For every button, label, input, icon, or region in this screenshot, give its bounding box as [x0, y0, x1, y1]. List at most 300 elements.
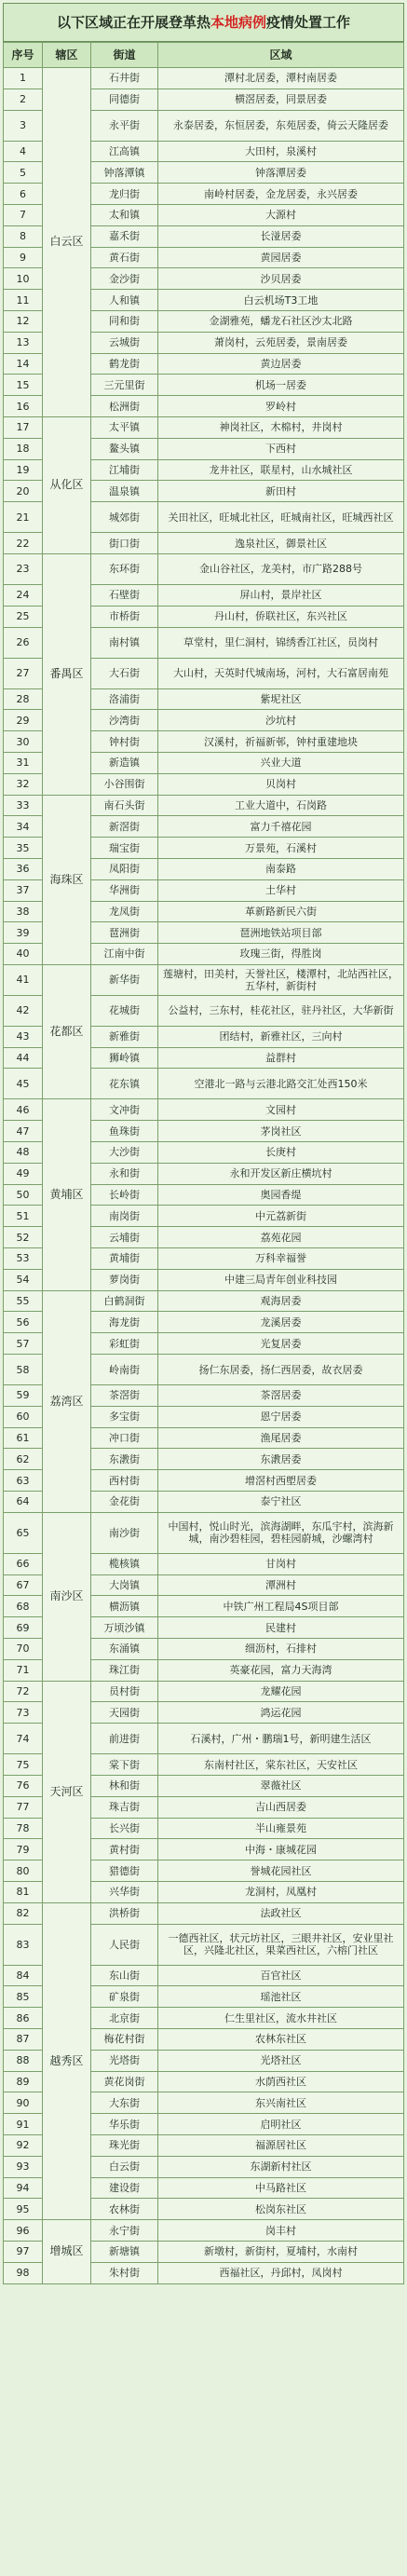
street-cell: 钟落潭镇: [91, 162, 158, 184]
street-cell: 石井街: [91, 68, 158, 89]
street-cell: 珠江街: [91, 1659, 158, 1681]
row-number: 41: [4, 964, 43, 995]
area-cell: 潭洲村: [158, 1574, 404, 1596]
area-cell: 永和开发区新庄横坑村: [158, 1163, 404, 1184]
area-cell: 中元荔新街: [158, 1206, 404, 1227]
street-cell: 华洲街: [91, 879, 158, 901]
row-number: 50: [4, 1184, 43, 1206]
row-number: 55: [4, 1290, 43, 1312]
area-cell: 贝岗村: [158, 773, 404, 795]
street-cell: 萝岗街: [91, 1269, 158, 1290]
area-cell: 潭村北居委，潭村南居委: [158, 68, 404, 89]
row-number: 44: [4, 1047, 43, 1069]
header-area: 区域: [158, 43, 404, 68]
street-cell: 市桥街: [91, 606, 158, 627]
row-number: 21: [4, 502, 43, 533]
area-cell: 茶滘居委: [158, 1385, 404, 1407]
district-cell: 天河区: [43, 1681, 91, 1902]
street-cell: 榄核镇: [91, 1553, 158, 1574]
area-cell: 中建三局青年创业科技园: [158, 1269, 404, 1290]
row-number: 40: [4, 944, 43, 965]
area-cell: 莲塘村，田美村，天誉社区，楼潭村，北站西社区，五华村，新街村: [158, 964, 404, 995]
area-cell: 紫坭社区: [158, 688, 404, 710]
street-cell: 凤阳街: [91, 858, 158, 879]
row-number: 61: [4, 1427, 43, 1449]
title-highlight: 本地病例: [210, 14, 266, 31]
area-cell: 石溪村，广州・鹏瑞1号，新明建生活区: [158, 1724, 404, 1754]
street-cell: 江高镇: [91, 141, 158, 162]
area-cell: 长湴居委: [158, 225, 404, 247]
row-number: 25: [4, 606, 43, 627]
street-cell: 鳌头镇: [91, 438, 158, 459]
street-cell: 新造镇: [91, 752, 158, 773]
row-number: 34: [4, 816, 43, 838]
row-number: 90: [4, 2092, 43, 2114]
street-cell: 永和街: [91, 1163, 158, 1184]
area-cell: 荔苑花园: [158, 1227, 404, 1248]
area-cell: 泰宁社区: [158, 1492, 404, 1513]
street-cell: 南沙街: [91, 1512, 158, 1553]
area-cell: 龙井社区，联星村，山水城社区: [158, 459, 404, 481]
street-cell: 东山街: [91, 1965, 158, 1986]
area-cell: 半山雍景苑: [158, 1818, 404, 1839]
street-cell: 沙湾街: [91, 710, 158, 731]
street-cell: 建设街: [91, 2177, 158, 2199]
header-number: 序号: [4, 43, 43, 68]
street-cell: 城郊街: [91, 502, 158, 533]
row-number: 47: [4, 1121, 43, 1142]
row-number: 18: [4, 438, 43, 459]
area-cell: 革新路新民六街: [158, 901, 404, 922]
district-cell: 黄埔区: [43, 1099, 91, 1290]
street-cell: 文冲街: [91, 1099, 158, 1121]
row-number: 88: [4, 2050, 43, 2071]
area-cell: 甘岗村: [158, 1553, 404, 1574]
street-cell: 人和镇: [91, 290, 158, 311]
street-cell: 光塔街: [91, 2050, 158, 2071]
area-cell: 中海・康城花园: [158, 1839, 404, 1860]
row-number: 85: [4, 1986, 43, 2008]
street-cell: 狮岭镇: [91, 1047, 158, 1069]
area-cell: 琶洲地铁站项目部: [158, 922, 404, 944]
header-street: 街道: [91, 43, 158, 68]
street-cell: 员村街: [91, 1681, 158, 1702]
row-number: 82: [4, 1902, 43, 1924]
street-cell: 龙归街: [91, 184, 158, 205]
area-cell: 关田社区，旺城北社区，旺城南社区，旺城西社区: [158, 502, 404, 533]
row-number: 92: [4, 2134, 43, 2156]
street-cell: 金花街: [91, 1492, 158, 1513]
street-cell: 花东镇: [91, 1069, 158, 1099]
street-cell: 黄石街: [91, 247, 158, 268]
area-table: [3, 42, 404, 2284]
area-cell: 新田村: [158, 481, 404, 502]
row-number: 8: [4, 225, 43, 247]
district-cell: 越秀区: [43, 1902, 91, 2219]
street-cell: 梅花村街: [91, 2028, 158, 2050]
header-row: [4, 43, 404, 68]
district-cell: 南沙区: [43, 1512, 91, 1681]
area-cell: 南岭村居委，金龙居委，永兴居委: [158, 184, 404, 205]
table-row: [4, 1290, 404, 1312]
row-number: 11: [4, 290, 43, 311]
street-cell: 同和街: [91, 310, 158, 332]
district-cell: 花都区: [43, 964, 91, 1099]
street-cell: 天园街: [91, 1702, 158, 1724]
street-cell: 兴华街: [91, 1881, 158, 1902]
district-cell: 增城区: [43, 2220, 91, 2283]
district-cell: 番禺区: [43, 553, 91, 795]
district-cell: 白云区: [43, 68, 91, 417]
row-number: 19: [4, 459, 43, 481]
row-number: 98: [4, 2262, 43, 2283]
area-cell: 细沥村，石排村: [158, 1639, 404, 1660]
row-number: 33: [4, 795, 43, 816]
street-cell: 朱村街: [91, 2262, 158, 2283]
street-cell: 永平街: [91, 110, 158, 141]
street-cell: 云城街: [91, 332, 158, 353]
area-cell: 民建村: [158, 1617, 404, 1639]
row-number: 96: [4, 2220, 43, 2242]
area-cell: 岗丰村: [158, 2220, 404, 2242]
street-cell: 猎德街: [91, 1860, 158, 1882]
row-number: 32: [4, 773, 43, 795]
row-number: 76: [4, 1776, 43, 1797]
street-cell: 珠光街: [91, 2134, 158, 2156]
row-number: 38: [4, 901, 43, 922]
street-cell: 横沥镇: [91, 1596, 158, 1617]
district-cell: 海珠区: [43, 795, 91, 964]
street-cell: 农林街: [91, 2199, 158, 2220]
area-cell: 丹山村，侨联社区，东兴社区: [158, 606, 404, 627]
street-cell: 瑞宝街: [91, 838, 158, 859]
street-cell: 龙凤街: [91, 901, 158, 922]
area-cell: 新墩村，新街村，夏埔村，水南村: [158, 2241, 404, 2262]
area-cell: 仁生里社区，流水井社区: [158, 2008, 404, 2029]
street-cell: 黄花岗街: [91, 2071, 158, 2092]
area-cell: 光塔社区: [158, 2050, 404, 2071]
street-cell: 黄埔街: [91, 1248, 158, 1270]
row-number: 4: [4, 141, 43, 162]
street-cell: 鹤龙街: [91, 353, 158, 375]
area-cell: 万景苑，石溪村: [158, 838, 404, 859]
area-cell: 长庚村: [158, 1142, 404, 1164]
area-cell: 机场一居委: [158, 375, 404, 396]
row-number: 1: [4, 68, 43, 89]
table-row: [4, 1099, 404, 1121]
title-suffix: 疫情处置工作: [266, 14, 351, 31]
area-cell: 萧岗村，云苑居委，景南居委: [158, 332, 404, 353]
area-cell: 草堂村，里仁洞村，锦绣香江社区，员岗村: [158, 627, 404, 658]
street-cell: 冲口街: [91, 1427, 158, 1449]
row-number: 57: [4, 1333, 43, 1355]
street-cell: 多宝街: [91, 1406, 158, 1427]
row-number: 14: [4, 353, 43, 375]
area-cell: 中铁广州工程局4S项目部: [158, 1596, 404, 1617]
street-cell: 太平镇: [91, 416, 158, 438]
area-cell: 中马路社区: [158, 2177, 404, 2199]
street-cell: 前进街: [91, 1724, 158, 1754]
street-cell: 嘉禾街: [91, 225, 158, 247]
row-number: 69: [4, 1617, 43, 1639]
row-number: 36: [4, 858, 43, 879]
row-number: 16: [4, 396, 43, 417]
row-number: 77: [4, 1796, 43, 1818]
area-cell: 公益村，三东村，桂花社区，驻丹社区，大华新街: [158, 995, 404, 1026]
area-cell: 团结村，新雅社区，三向村: [158, 1026, 404, 1047]
area-cell: 沙坑村: [158, 710, 404, 731]
area-cell: 玫瑰三街，得胜岗: [158, 944, 404, 965]
row-number: 79: [4, 1839, 43, 1860]
row-number: 60: [4, 1406, 43, 1427]
row-number: 73: [4, 1702, 43, 1724]
area-cell: 东漖居委: [158, 1449, 404, 1470]
row-number: 94: [4, 2177, 43, 2199]
row-number: 3: [4, 110, 43, 141]
area-cell: 水荫西社区: [158, 2071, 404, 2092]
street-cell: 海龙街: [91, 1312, 158, 1333]
area-cell: 白云机场T3工地: [158, 290, 404, 311]
row-number: 43: [4, 1026, 43, 1047]
row-number: 45: [4, 1069, 43, 1099]
street-cell: 茶滘街: [91, 1385, 158, 1407]
street-cell: 南岗街: [91, 1206, 158, 1227]
area-cell: 工业大道中，石岗路: [158, 795, 404, 816]
street-cell: 长岭街: [91, 1184, 158, 1206]
row-number: 20: [4, 481, 43, 502]
area-cell: 南泰路: [158, 858, 404, 879]
area-cell: 松岗东社区: [158, 2199, 404, 2220]
row-number: 17: [4, 416, 43, 438]
row-number: 67: [4, 1574, 43, 1596]
row-number: 29: [4, 710, 43, 731]
row-number: 83: [4, 1924, 43, 1965]
area-cell: 奥园香缇: [158, 1184, 404, 1206]
street-cell: 东涌镇: [91, 1639, 158, 1660]
area-cell: 文园村: [158, 1099, 404, 1121]
area-cell: 百官社区: [158, 1965, 404, 1986]
street-cell: 云埔街: [91, 1227, 158, 1248]
area-cell: 大源村: [158, 204, 404, 225]
street-cell: 东环街: [91, 553, 158, 584]
area-cell: 富力千禧花园: [158, 816, 404, 838]
street-cell: 松洲街: [91, 396, 158, 417]
area-cell: 逸泉社区，御景社区: [158, 533, 404, 554]
area-cell: 翠薇社区: [158, 1776, 404, 1797]
area-cell: 金湖雅苑，蟠龙石社区沙太北路: [158, 310, 404, 332]
street-cell: 南石头街: [91, 795, 158, 816]
row-number: 39: [4, 922, 43, 944]
row-number: 63: [4, 1470, 43, 1492]
row-number: 62: [4, 1449, 43, 1470]
row-number: 72: [4, 1681, 43, 1702]
area-cell: 罗岭村: [158, 396, 404, 417]
street-cell: 大石街: [91, 658, 158, 688]
area-cell: 观海居委: [158, 1290, 404, 1312]
row-number: 2: [4, 89, 43, 110]
street-cell: 南村镇: [91, 627, 158, 658]
table-row: [4, 2220, 404, 2242]
row-number: 74: [4, 1724, 43, 1754]
row-number: 53: [4, 1248, 43, 1270]
row-number: 24: [4, 584, 43, 606]
row-number: 7: [4, 204, 43, 225]
area-cell: 龙耀花园: [158, 1681, 404, 1702]
area-cell: 渔尾居委: [158, 1427, 404, 1449]
street-cell: 新华街: [91, 964, 158, 995]
street-cell: 大岗镇: [91, 1574, 158, 1596]
row-number: 59: [4, 1385, 43, 1407]
street-cell: 三元里街: [91, 375, 158, 396]
area-cell: 空港北一路与云港北路交汇处西150米: [158, 1069, 404, 1099]
row-number: 87: [4, 2028, 43, 2050]
row-number: 58: [4, 1355, 43, 1385]
area-cell: 益群村: [158, 1047, 404, 1069]
area-cell: 土华村: [158, 879, 404, 901]
table-row: [4, 795, 404, 816]
street-cell: 西村街: [91, 1470, 158, 1492]
street-cell: 长兴街: [91, 1818, 158, 1839]
street-cell: 北京街: [91, 2008, 158, 2029]
page-title: [3, 3, 404, 42]
row-number: 37: [4, 879, 43, 901]
row-number: 46: [4, 1099, 43, 1121]
area-cell: 龙溪居委: [158, 1312, 404, 1333]
row-number: 81: [4, 1881, 43, 1902]
row-number: 27: [4, 658, 43, 688]
header-district: 辖区: [43, 43, 91, 68]
street-cell: 棠下街: [91, 1754, 158, 1776]
row-number: 51: [4, 1206, 43, 1227]
street-cell: 白云街: [91, 2156, 158, 2177]
row-number: 12: [4, 310, 43, 332]
area-cell: 鸿运花园: [158, 1702, 404, 1724]
table-row: [4, 68, 404, 89]
row-number: 22: [4, 533, 43, 554]
street-cell: 万顷沙镇: [91, 1617, 158, 1639]
area-cell: 永泰居委，东恒居委，东苑居委，倚云天隆居委: [158, 110, 404, 141]
row-number: 71: [4, 1659, 43, 1681]
row-number: 86: [4, 2008, 43, 2029]
street-cell: 钟村街: [91, 731, 158, 753]
street-cell: 矿泉街: [91, 1986, 158, 2008]
table-row: [4, 1681, 404, 1702]
title-prefix: 以下区域正在开展登革热: [56, 14, 210, 31]
row-number: 66: [4, 1553, 43, 1574]
street-cell: 珠吉街: [91, 1796, 158, 1818]
area-cell: 横滘居委，同景居委: [158, 89, 404, 110]
row-number: 97: [4, 2241, 43, 2262]
area-cell: 恩宁居委: [158, 1406, 404, 1427]
street-cell: 江埔街: [91, 459, 158, 481]
row-number: 56: [4, 1312, 43, 1333]
street-cell: 白鹤洞街: [91, 1290, 158, 1312]
street-cell: 小谷围街: [91, 773, 158, 795]
street-cell: 石壁街: [91, 584, 158, 606]
area-cell: 法政社区: [158, 1902, 404, 1924]
area-cell: 汉溪村，祈福新邨，钟村重建地块: [158, 731, 404, 753]
row-number: 78: [4, 1818, 43, 1839]
row-number: 26: [4, 627, 43, 658]
street-cell: 琶洲街: [91, 922, 158, 944]
area-cell: 龙洞村，凤凰村: [158, 1881, 404, 1902]
area-cell: 万科幸福誉: [158, 1248, 404, 1270]
row-number: 15: [4, 375, 43, 396]
table-row: [4, 416, 404, 438]
area-cell: 吉山西居委: [158, 1796, 404, 1818]
area-cell: 东南村社区，棠东社区，天安社区: [158, 1754, 404, 1776]
district-cell: 从化区: [43, 416, 91, 553]
row-number: 6: [4, 184, 43, 205]
area-cell: 神岗社区，木棉村，井岗村: [158, 416, 404, 438]
row-number: 93: [4, 2156, 43, 2177]
street-cell: 人民街: [91, 1924, 158, 1965]
table-row: [4, 1902, 404, 1924]
area-cell: 扬仁东居委，扬仁西居委，故衣居委: [158, 1355, 404, 1385]
street-cell: 洪桥街: [91, 1902, 158, 1924]
area-cell: 下西村: [158, 438, 404, 459]
table-row: [4, 1512, 404, 1553]
area-cell: 大山村，天英时代城南场，河村，大石富居南苑: [158, 658, 404, 688]
row-number: 28: [4, 688, 43, 710]
street-cell: 街口街: [91, 533, 158, 554]
row-number: 54: [4, 1269, 43, 1290]
area-cell: 钟落潭居委: [158, 162, 404, 184]
row-number: 35: [4, 838, 43, 859]
area-cell: 黄园居委: [158, 247, 404, 268]
area-cell: 东兴南社区: [158, 2092, 404, 2114]
table-row: [4, 964, 404, 995]
area-cell: 增滘村西塱居委: [158, 1470, 404, 1492]
street-cell: 新滘街: [91, 816, 158, 838]
area-cell: 启明社区: [158, 2114, 404, 2135]
row-number: 84: [4, 1965, 43, 1986]
row-number: 48: [4, 1142, 43, 1164]
street-cell: 林和街: [91, 1776, 158, 1797]
row-number: 31: [4, 752, 43, 773]
row-number: 42: [4, 995, 43, 1026]
row-number: 30: [4, 731, 43, 753]
row-number: 52: [4, 1227, 43, 1248]
street-cell: 大沙街: [91, 1142, 158, 1164]
area-cell: 茅岗社区: [158, 1121, 404, 1142]
row-number: 70: [4, 1639, 43, 1660]
area-cell: 一德西社区，状元坊社区，三眼井社区，安业里社区，兴隆北社区，果菜西社区，六榕门社区: [158, 1924, 404, 1965]
row-number: 10: [4, 268, 43, 290]
street-cell: 金沙街: [91, 268, 158, 290]
street-cell: 温泉镇: [91, 481, 158, 502]
street-cell: 彩虹街: [91, 1333, 158, 1355]
district-cell: 荔湾区: [43, 1290, 91, 1512]
area-cell: 金山谷社区，龙美村，市广路288号: [158, 553, 404, 584]
table-body: [4, 68, 404, 2284]
street-cell: 新塘镇: [91, 2241, 158, 2262]
row-number: 5: [4, 162, 43, 184]
street-cell: 黄村街: [91, 1839, 158, 1860]
street-cell: 鱼珠街: [91, 1121, 158, 1142]
street-cell: 同德街: [91, 89, 158, 110]
area-cell: 光复居委: [158, 1333, 404, 1355]
row-number: 80: [4, 1860, 43, 1882]
row-number: 23: [4, 553, 43, 584]
row-number: 9: [4, 247, 43, 268]
area-cell: 英豪花园，富力天海湾: [158, 1659, 404, 1681]
area-cell: 屏山村，景岸社区: [158, 584, 404, 606]
area-cell: 福源居社区: [158, 2134, 404, 2156]
row-number: 64: [4, 1492, 43, 1513]
street-cell: 大东街: [91, 2092, 158, 2114]
street-cell: 永宁街: [91, 2220, 158, 2242]
